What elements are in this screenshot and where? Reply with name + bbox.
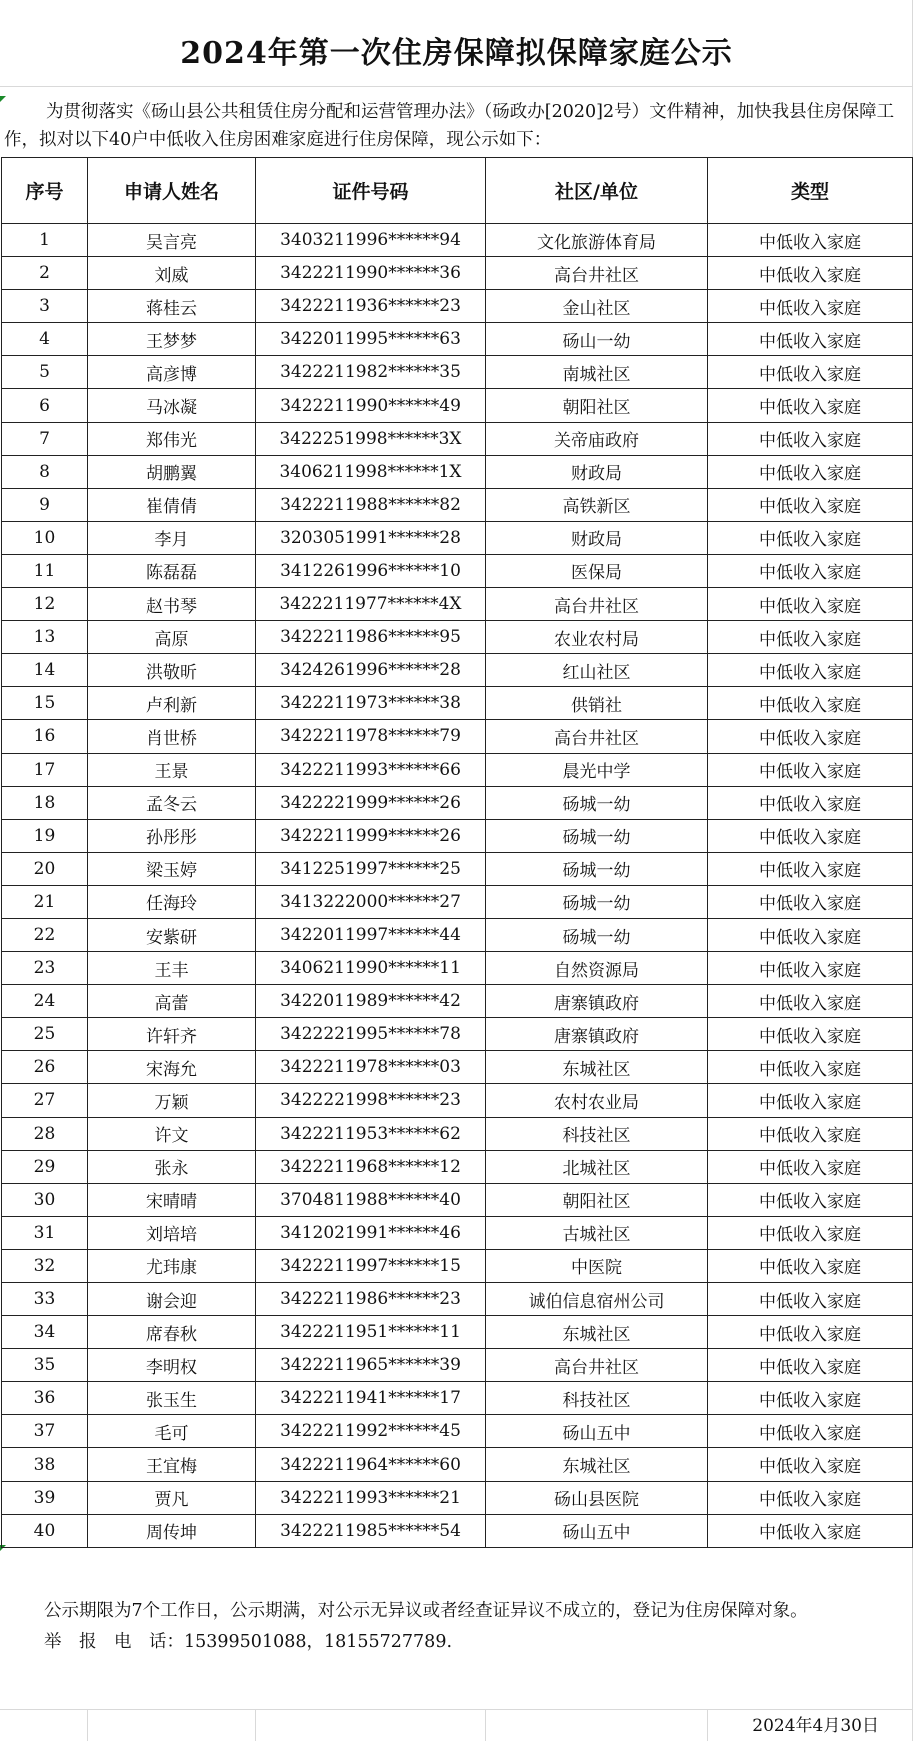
cell-type: 中低收入家庭 xyxy=(708,1051,913,1084)
cell-unit: 财政局 xyxy=(486,521,708,554)
cell-name: 刘威 xyxy=(88,257,256,290)
table-row xyxy=(2,1448,913,1481)
cell-id-number: 3203051991******28 xyxy=(256,521,486,554)
cell-id-number: 3422011997******44 xyxy=(256,918,486,951)
cell-unit: 砀山五中 xyxy=(486,1415,708,1448)
cell-name: 蒋桂云 xyxy=(88,290,256,323)
intro-paragraph: 为贯彻落实《砀山县公共租赁住房分配和运营管理办法》（砀政办[2020]2号）文件精神，加快我县住房保障工作，拟对以下40户中低收入住房困难家庭进行住房保障，现公示如下： xyxy=(4,102,895,150)
cell-unit: 晨光中学 xyxy=(486,753,708,786)
cell-unit: 朝阳社区 xyxy=(486,389,708,422)
table-row xyxy=(2,488,913,521)
cell-id-number: 3422211953******62 xyxy=(256,1117,486,1150)
cell-index: 15 xyxy=(2,687,88,720)
cell-name: 许文 xyxy=(88,1117,256,1150)
cell-unit: 关帝庙政府 xyxy=(486,422,708,455)
cell-type: 中低收入家庭 xyxy=(708,1216,913,1249)
notice-text: 公示期限为7个工作日，公示期满，对公示无异议或者经查证异议不成立的，登记为住房保障对象。 xyxy=(44,1601,808,1621)
cell-type: 中低收入家庭 xyxy=(708,1018,913,1051)
cell-type: 中低收入家庭 xyxy=(708,786,913,819)
cell-index: 35 xyxy=(2,1349,88,1382)
cell-type: 中低收入家庭 xyxy=(708,885,913,918)
cell-unit: 高台井社区 xyxy=(486,720,708,753)
cell-unit: 东城社区 xyxy=(486,1051,708,1084)
cell-index: 11 xyxy=(2,554,88,587)
cell-unit: 南城社区 xyxy=(486,356,708,389)
table-row xyxy=(2,422,913,455)
cell-id-number: 3406211990******11 xyxy=(256,952,486,985)
cell-name: 万颖 xyxy=(88,1084,256,1117)
cell-unit: 高台井社区 xyxy=(486,1349,708,1382)
table-row xyxy=(2,819,913,852)
hotline-text: 举 报 电 话：15399501088，18155727789. xyxy=(44,1632,453,1652)
cell-index: 21 xyxy=(2,885,88,918)
cell-unit: 朝阳社区 xyxy=(486,1183,708,1216)
table-header-row xyxy=(2,158,913,224)
cell-name: 高蕾 xyxy=(88,985,256,1018)
cell-id-number: 3424261996******28 xyxy=(256,654,486,687)
table-row xyxy=(2,918,913,951)
grid-line xyxy=(87,1709,88,1741)
table-row xyxy=(2,356,913,389)
table-row xyxy=(2,952,913,985)
cell-type: 中低收入家庭 xyxy=(708,1481,913,1514)
cell-id-number: 3422211978******79 xyxy=(256,720,486,753)
cell-name: 安紫研 xyxy=(88,918,256,951)
cell-index: 40 xyxy=(2,1514,88,1547)
cell-index: 13 xyxy=(2,621,88,654)
cell-name: 马冰凝 xyxy=(88,389,256,422)
cell-index: 23 xyxy=(2,952,88,985)
cell-name: 王景 xyxy=(88,753,256,786)
cell-index: 27 xyxy=(2,1084,88,1117)
cell-index: 20 xyxy=(2,852,88,885)
table-row xyxy=(2,1514,913,1547)
cell-name: 刘培培 xyxy=(88,1216,256,1249)
cell-type: 中低收入家庭 xyxy=(708,621,913,654)
cell-type: 中低收入家庭 xyxy=(708,1514,913,1547)
cell-unit: 供销社 xyxy=(486,687,708,720)
grid-line xyxy=(707,1709,708,1741)
cell-name: 孙彤彤 xyxy=(88,819,256,852)
cell-index: 12 xyxy=(2,588,88,621)
table-row xyxy=(2,224,913,257)
cell-unit: 高台井社区 xyxy=(486,257,708,290)
table-row xyxy=(2,1349,913,1382)
table-row xyxy=(2,786,913,819)
cell-id-number: 3422211936******23 xyxy=(256,290,486,323)
cell-name: 郑伟光 xyxy=(88,422,256,455)
cell-name: 胡鹏翼 xyxy=(88,455,256,488)
table-row xyxy=(2,885,913,918)
table-row xyxy=(2,1382,913,1415)
cell-type: 中低收入家庭 xyxy=(708,1249,913,1282)
cell-unit: 砀山一幼 xyxy=(486,323,708,356)
cell-type: 中低收入家庭 xyxy=(708,985,913,1018)
cell-index: 26 xyxy=(2,1051,88,1084)
grid-line xyxy=(0,1709,913,1710)
column-header: 类型 xyxy=(708,158,913,224)
cell-id-number: 3422221999******26 xyxy=(256,786,486,819)
cell-id-number: 3422011995******63 xyxy=(256,323,486,356)
cell-name: 宋晴晴 xyxy=(88,1183,256,1216)
cell-unit: 高铁新区 xyxy=(486,488,708,521)
cell-index: 18 xyxy=(2,786,88,819)
cell-id-number: 3422211982******35 xyxy=(256,356,486,389)
table-row xyxy=(2,1249,913,1282)
cell-name: 席春秋 xyxy=(88,1316,256,1349)
cell-id-number: 3422211988******82 xyxy=(256,488,486,521)
cell-index: 19 xyxy=(2,819,88,852)
cell-unit: 科技社区 xyxy=(486,1382,708,1415)
cell-name: 王梦梦 xyxy=(88,323,256,356)
cell-name: 宋海允 xyxy=(88,1051,256,1084)
cell-unit: 金山社区 xyxy=(486,290,708,323)
cell-name: 高彦博 xyxy=(88,356,256,389)
cell-index: 16 xyxy=(2,720,88,753)
cell-unit: 砀城一幼 xyxy=(486,918,708,951)
cell-name: 李明权 xyxy=(88,1349,256,1382)
notice-block xyxy=(44,1596,808,1658)
cell-type: 中低收入家庭 xyxy=(708,488,913,521)
households-table xyxy=(1,157,913,1548)
cell-type: 中低收入家庭 xyxy=(708,753,913,786)
cell-id-number: 3422221995******78 xyxy=(256,1018,486,1051)
cell-unit: 文化旅游体育局 xyxy=(486,224,708,257)
cell-unit: 医保局 xyxy=(486,554,708,587)
cell-id-number: 3422211977******4X xyxy=(256,588,486,621)
cell-id-number: 3422011989******42 xyxy=(256,985,486,1018)
cell-name: 卢利新 xyxy=(88,687,256,720)
cell-id-number: 3422221998******23 xyxy=(256,1084,486,1117)
cell-id-number: 3704811988******40 xyxy=(256,1183,486,1216)
cell-unit: 砀城一幼 xyxy=(486,786,708,819)
cell-id-number: 3422211964******60 xyxy=(256,1448,486,1481)
cell-id-number: 3422211973******38 xyxy=(256,687,486,720)
cell-index: 4 xyxy=(2,323,88,356)
cell-type: 中低收入家庭 xyxy=(708,1415,913,1448)
cell-name: 梁玉婷 xyxy=(88,852,256,885)
table-row xyxy=(2,389,913,422)
cell-id-number: 3422211993******66 xyxy=(256,753,486,786)
cell-type: 中低收入家庭 xyxy=(708,952,913,985)
cell-unit: 农村农业局 xyxy=(486,1084,708,1117)
cell-type: 中低收入家庭 xyxy=(708,257,913,290)
cell-type: 中低收入家庭 xyxy=(708,819,913,852)
cell-type: 中低收入家庭 xyxy=(708,521,913,554)
cell-type: 中低收入家庭 xyxy=(708,1084,913,1117)
cell-unit: 诚伯信息宿州公司 xyxy=(486,1283,708,1316)
cell-index: 32 xyxy=(2,1249,88,1282)
cell-type: 中低收入家庭 xyxy=(708,720,913,753)
cell-type: 中低收入家庭 xyxy=(708,1382,913,1415)
cell-index: 37 xyxy=(2,1415,88,1448)
cell-unit: 唐寨镇政府 xyxy=(486,985,708,1018)
table-body xyxy=(2,224,913,1548)
cell-name: 尤玮康 xyxy=(88,1249,256,1282)
cell-index: 6 xyxy=(2,389,88,422)
cell-unit: 中医院 xyxy=(486,1249,708,1282)
cell-id-number: 3412261996******10 xyxy=(256,554,486,587)
cell-type: 中低收入家庭 xyxy=(708,1448,913,1481)
cell-name: 洪敬昕 xyxy=(88,654,256,687)
cell-id-number: 3422211992******45 xyxy=(256,1415,486,1448)
table-row xyxy=(2,1183,913,1216)
cell-name: 孟冬云 xyxy=(88,786,256,819)
table-row xyxy=(2,257,913,290)
cell-unit: 东城社区 xyxy=(486,1448,708,1481)
cell-id-number: 3422211993******21 xyxy=(256,1481,486,1514)
cell-index: 17 xyxy=(2,753,88,786)
cell-unit: 北城社区 xyxy=(486,1150,708,1183)
cell-unit: 农业农村局 xyxy=(486,621,708,654)
cell-type: 中低收入家庭 xyxy=(708,422,913,455)
cell-index: 22 xyxy=(2,918,88,951)
cell-index: 36 xyxy=(2,1382,88,1415)
table-row xyxy=(2,1216,913,1249)
cell-type: 中低收入家庭 xyxy=(708,1150,913,1183)
cell-unit: 砀山县医院 xyxy=(486,1481,708,1514)
cell-index: 14 xyxy=(2,654,88,687)
cell-type: 中低收入家庭 xyxy=(708,852,913,885)
table-row xyxy=(2,654,913,687)
cell-unit: 科技社区 xyxy=(486,1117,708,1150)
cell-index: 39 xyxy=(2,1481,88,1514)
cell-type: 中低收入家庭 xyxy=(708,1349,913,1382)
table-row xyxy=(2,554,913,587)
cell-unit: 自然资源局 xyxy=(486,952,708,985)
cell-id-number: 3412021991******46 xyxy=(256,1216,486,1249)
cell-unit: 红山社区 xyxy=(486,654,708,687)
cell-id-number: 3422211986******95 xyxy=(256,621,486,654)
cell-index: 9 xyxy=(2,488,88,521)
cell-id-number: 3422211999******26 xyxy=(256,819,486,852)
grid-line xyxy=(0,86,913,87)
cell-type: 中低收入家庭 xyxy=(708,389,913,422)
cell-index: 30 xyxy=(2,1183,88,1216)
cell-type: 中低收入家庭 xyxy=(708,1117,913,1150)
column-header: 社区/单位 xyxy=(486,158,708,224)
cell-index: 24 xyxy=(2,985,88,1018)
cell-index: 10 xyxy=(2,521,88,554)
cell-index: 8 xyxy=(2,455,88,488)
cell-index: 2 xyxy=(2,257,88,290)
cell-type: 中低收入家庭 xyxy=(708,224,913,257)
cell-id-number: 3422211951******11 xyxy=(256,1316,486,1349)
cell-unit: 砀城一幼 xyxy=(486,885,708,918)
cell-type: 中低收入家庭 xyxy=(708,554,913,587)
cell-unit: 东城社区 xyxy=(486,1316,708,1349)
cell-unit: 高台井社区 xyxy=(486,588,708,621)
table-row xyxy=(2,323,913,356)
cell-index: 7 xyxy=(2,422,88,455)
table-row xyxy=(2,852,913,885)
cell-name: 王宜梅 xyxy=(88,1448,256,1481)
cell-unit: 砀城一幼 xyxy=(486,819,708,852)
cell-index: 34 xyxy=(2,1316,88,1349)
cell-type: 中低收入家庭 xyxy=(708,323,913,356)
cell-id-number: 3422211997******15 xyxy=(256,1249,486,1282)
table-row xyxy=(2,1415,913,1448)
cell-type: 中低收入家庭 xyxy=(708,1183,913,1216)
table-row xyxy=(2,1150,913,1183)
table-row xyxy=(2,985,913,1018)
cell-index: 25 xyxy=(2,1018,88,1051)
cell-type: 中低收入家庭 xyxy=(708,687,913,720)
cell-id-number: 3422211990******36 xyxy=(256,257,486,290)
cell-index: 33 xyxy=(2,1283,88,1316)
cell-unit: 财政局 xyxy=(486,455,708,488)
cell-unit: 砀山五中 xyxy=(486,1514,708,1547)
table-row xyxy=(2,1117,913,1150)
cell-type: 中低收入家庭 xyxy=(708,356,913,389)
cell-unit: 唐寨镇政府 xyxy=(486,1018,708,1051)
cell-name: 吴言亮 xyxy=(88,224,256,257)
cell-name: 张永 xyxy=(88,1150,256,1183)
cell-name: 陈磊磊 xyxy=(88,554,256,587)
cell-name: 张玉生 xyxy=(88,1382,256,1415)
column-header: 申请人姓名 xyxy=(88,158,256,224)
table-row xyxy=(2,1084,913,1117)
cell-name: 周传坤 xyxy=(88,1514,256,1547)
cell-id-number: 3422211968******12 xyxy=(256,1150,486,1183)
cell-id-number: 3422211986******23 xyxy=(256,1283,486,1316)
table-row xyxy=(2,1283,913,1316)
table-row xyxy=(2,621,913,654)
cell-name: 肖世桥 xyxy=(88,720,256,753)
cell-id-number: 3422211965******39 xyxy=(256,1349,486,1382)
cell-name: 王丰 xyxy=(88,952,256,985)
cell-name: 许轩齐 xyxy=(88,1018,256,1051)
cell-type: 中低收入家庭 xyxy=(708,455,913,488)
cell-name: 贾凡 xyxy=(88,1481,256,1514)
cell-id-number: 3422251998******3X xyxy=(256,422,486,455)
cell-name: 高原 xyxy=(88,621,256,654)
cell-index: 29 xyxy=(2,1150,88,1183)
cell-name: 赵书琴 xyxy=(88,588,256,621)
cell-index: 5 xyxy=(2,356,88,389)
cell-id-number: 3412251997******25 xyxy=(256,852,486,885)
cell-unit: 古城社区 xyxy=(486,1216,708,1249)
grid-line xyxy=(255,1709,256,1741)
cell-type: 中低收入家庭 xyxy=(708,588,913,621)
cell-name: 崔倩倩 xyxy=(88,488,256,521)
cell-index: 1 xyxy=(2,224,88,257)
cell-type: 中低收入家庭 xyxy=(708,654,913,687)
cell-name: 毛可 xyxy=(88,1415,256,1448)
page-title: 2024年第一次住房保障拟保障家庭公示 xyxy=(180,36,733,71)
cell-index: 31 xyxy=(2,1216,88,1249)
table-row xyxy=(2,720,913,753)
table-row xyxy=(2,1481,913,1514)
cell-id-number: 3413222000******27 xyxy=(256,885,486,918)
cell-type: 中低收入家庭 xyxy=(708,918,913,951)
cell-id-number: 3422211985******54 xyxy=(256,1514,486,1547)
cell-id-number: 3422211941******17 xyxy=(256,1382,486,1415)
cell-type: 中低收入家庭 xyxy=(708,1283,913,1316)
grid-line xyxy=(485,1709,486,1741)
cell-id-number: 3406211998******1X xyxy=(256,455,486,488)
table-row xyxy=(2,1051,913,1084)
cell-type: 中低收入家庭 xyxy=(708,290,913,323)
table-row xyxy=(2,1316,913,1349)
table-row xyxy=(2,687,913,720)
table-row xyxy=(2,1018,913,1051)
cell-index: 38 xyxy=(2,1448,88,1481)
cell-name: 任海玲 xyxy=(88,885,256,918)
cell-id-number: 3422211990******49 xyxy=(256,389,486,422)
table-row xyxy=(2,521,913,554)
cell-id-number: 3422211978******03 xyxy=(256,1051,486,1084)
table-row xyxy=(2,290,913,323)
table-row xyxy=(2,753,913,786)
table-row xyxy=(2,455,913,488)
cell-type: 中低收入家庭 xyxy=(708,1316,913,1349)
column-header: 序号 xyxy=(2,158,88,224)
cell-index: 3 xyxy=(2,290,88,323)
cell-index: 28 xyxy=(2,1117,88,1150)
cell-name: 谢会迎 xyxy=(88,1283,256,1316)
table-row xyxy=(2,588,913,621)
publish-date: 2024年4月30日 xyxy=(752,1716,879,1736)
cell-unit: 砀城一幼 xyxy=(486,852,708,885)
column-header: 证件号码 xyxy=(256,158,486,224)
cell-id-number: 3403211996******94 xyxy=(256,224,486,257)
cell-name: 李月 xyxy=(88,521,256,554)
